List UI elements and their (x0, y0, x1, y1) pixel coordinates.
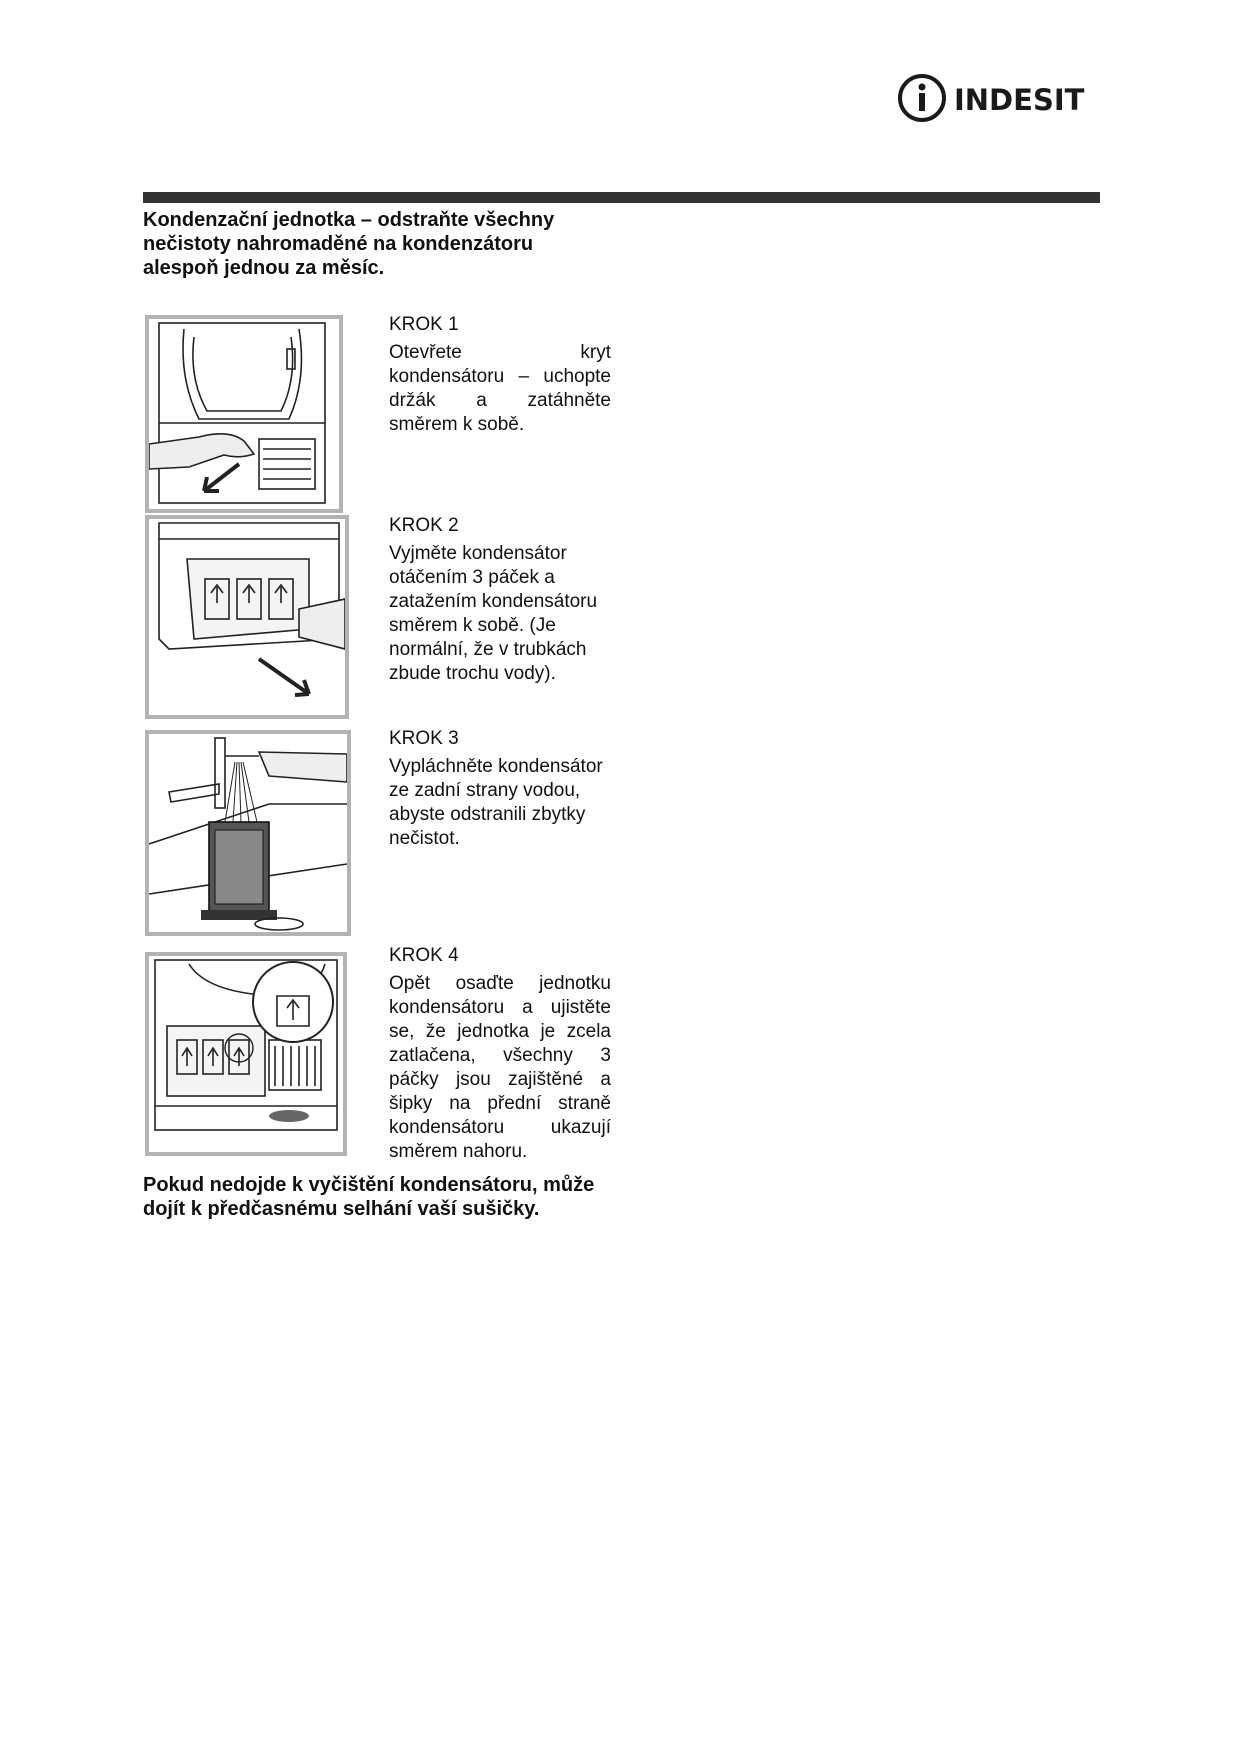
step-4-title: KROK 4 (389, 945, 459, 966)
step-1-text: Otevřete kryt kondensátoru – uchopte držák a zatáhněte směrem k sobě. (389, 342, 611, 435)
warning-note: Pokud nedojde k vyčištění kondensátoru, může dojít k předčasnému selhání vaší sušičky. (143, 1174, 595, 1220)
header-rule (143, 192, 1100, 203)
step-2 (389, 514, 611, 686)
step-3-figure (145, 730, 351, 936)
refit-condenser-illustration (149, 956, 343, 1152)
step-2-figure (145, 515, 349, 719)
indesit-logo (896, 70, 1096, 126)
intro-heading: Kondenzační jednotka – odstraňte všechny nečistoty nahromaděné na kondenzátoru alespoň jednou za měsíc. (143, 209, 555, 279)
step-3-text: Vypláchněte kondensátor ze zadní strany vodou, abyste odstranili zbytky nečistot. (389, 756, 603, 849)
dryer-open-cover-illustration (149, 319, 339, 509)
rinse-condenser-illustration (149, 734, 347, 932)
step-3-title: KROK 3 (389, 728, 459, 749)
step-1 (389, 313, 611, 437)
step-2-text: Vyjměte kondensátor otáčením 3 páček a zatažením kondensátoru směrem k sobě. (Je normální, že v trubkách zbude trochu vody). (389, 543, 598, 684)
step-2-title: KROK 2 (389, 515, 459, 536)
step-1-figure (145, 315, 343, 513)
remove-condenser-illustration (149, 519, 345, 715)
step-4 (389, 944, 611, 1164)
step-3 (389, 727, 611, 851)
svg-text:INDESIT: INDESIT (954, 83, 1085, 117)
step-4-text: Opět osaďte jednotku kondensátoru a ujistěte se, že jednotka je zcela zatlačena, všechny 3 páčky jsou zajištěné a šipky na přední straně kondensátoru ukazují směrem nahoru. (389, 973, 611, 1162)
step-4-figure (145, 952, 347, 1156)
step-1-title: KROK 1 (389, 314, 459, 335)
